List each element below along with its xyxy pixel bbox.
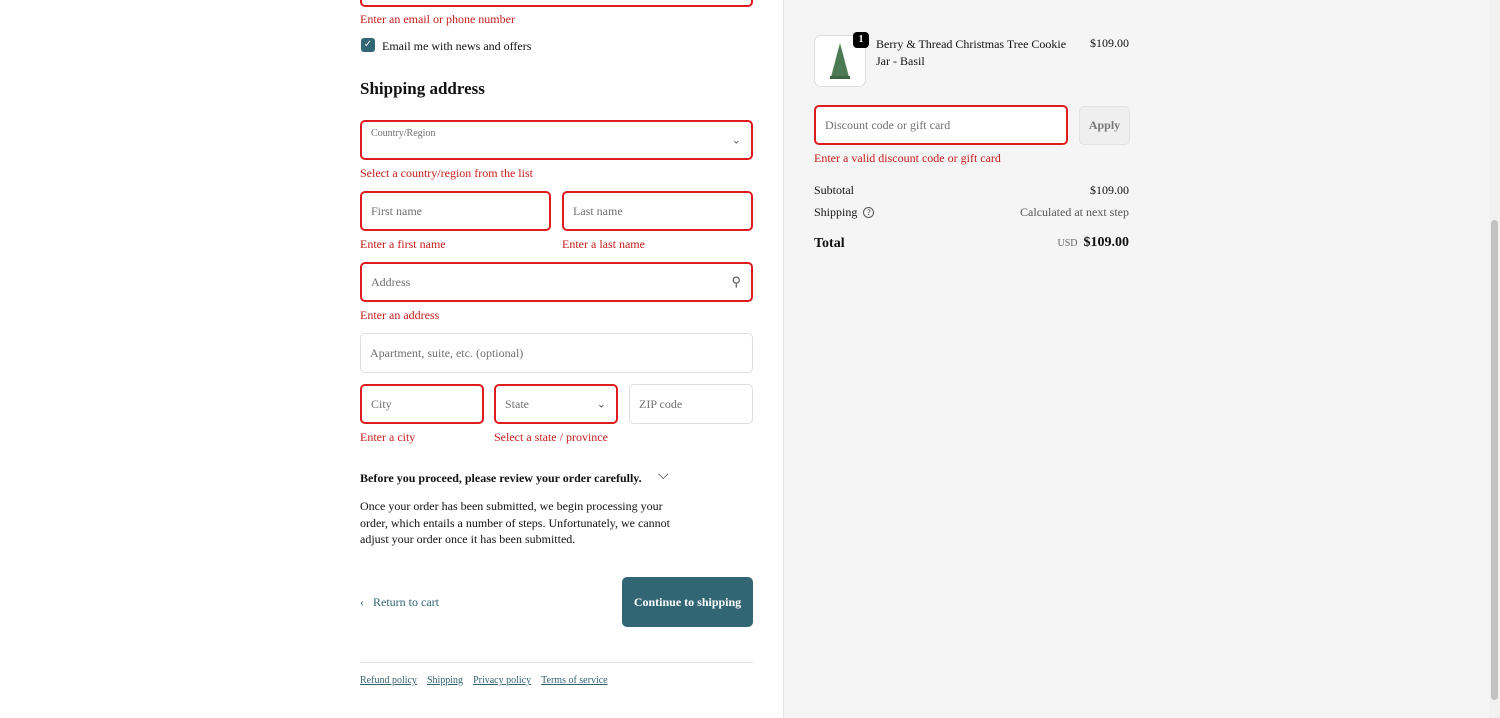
order-summary	[783, 0, 1489, 718]
shipping-policy-link[interactable]: Shipping	[426, 675, 464, 686]
address-placeholder: Address	[371, 274, 411, 289]
state-placeholder: State	[505, 396, 529, 411]
last-name-error: Enter a last name	[562, 237, 645, 251]
subtotal-value: $109.00	[1090, 183, 1129, 197]
newsletter-checkbox[interactable]: ✓	[361, 38, 375, 52]
footer-divider	[360, 662, 753, 663]
scrollbar-thumb[interactable]	[1491, 220, 1498, 700]
footer-links	[360, 675, 608, 686]
continue-to-shipping-button[interactable]: Continue to shipping	[622, 577, 753, 627]
shipping-heading: Shipping address	[360, 79, 485, 98]
terms-of-service-link[interactable]: Terms of service	[541, 675, 608, 686]
city-placeholder: City	[371, 396, 392, 411]
notice-title: Before you proceed, please review your order carefully.	[360, 471, 642, 485]
state-select[interactable]	[494, 384, 618, 424]
shipping-label: Shipping	[814, 205, 858, 219]
address-error: Enter an address	[360, 308, 440, 322]
chevron-down-icon: ⌄	[731, 134, 741, 147]
chevron-down-icon: ⌄	[596, 398, 606, 411]
first-name-error: Enter a first name	[360, 237, 446, 251]
help-icon[interactable]: ?	[863, 207, 874, 218]
last-name-input[interactable]	[562, 191, 753, 231]
quantity-badge: 1	[853, 32, 869, 48]
return-to-cart-link[interactable]	[360, 595, 439, 610]
apartment-input[interactable]	[360, 333, 753, 373]
zip-input[interactable]	[629, 384, 753, 424]
total-label: Total	[814, 236, 845, 251]
country-label: Country/Region	[371, 128, 436, 139]
shipping-value: Calculated at next step	[1020, 205, 1129, 219]
first-name-placeholder: First name	[371, 203, 422, 218]
chevron-left-icon: ‹	[360, 595, 364, 609]
city-error: Enter a city	[360, 430, 416, 444]
last-name-placeholder: Last name	[573, 203, 623, 218]
scrollbar[interactable]	[1489, 0, 1500, 718]
email-error: Enter an email or phone number	[360, 12, 515, 26]
discount-placeholder: Discount code or gift card	[825, 117, 951, 132]
apply-button[interactable]: Apply	[1079, 106, 1130, 145]
country-error: Select a country/region from the list	[360, 166, 533, 180]
first-name-input[interactable]	[360, 191, 551, 231]
address-input[interactable]	[360, 262, 753, 302]
search-icon: ⚲	[731, 274, 741, 289]
state-error: Select a state / province	[494, 430, 608, 444]
product-name: Berry & Thread Christmas Tree Cookie Jar - Basil	[876, 37, 1067, 68]
tree-image-icon	[827, 41, 853, 81]
notice-body: Once your order has been submitted, we begin processing your order, which entails a number of steps. Unfortunately, we cannot adjust your order once it has been submitted.	[360, 499, 670, 546]
return-label: Return to cart	[373, 595, 439, 609]
discount-input[interactable]	[814, 105, 1068, 145]
privacy-policy-link[interactable]: Privacy policy	[473, 675, 532, 686]
total-value: $109.00	[1083, 235, 1129, 250]
product-price: $109.00	[1090, 36, 1129, 50]
country-select[interactable]	[360, 120, 753, 160]
apartment-placeholder: Apartment, suite, etc. (optional)	[370, 345, 524, 360]
discount-error: Enter a valid discount code or gift card	[814, 151, 1001, 165]
subtotal-label: Subtotal	[814, 183, 855, 197]
newsletter-label: Email me with news and offers	[382, 39, 532, 53]
city-input[interactable]	[360, 384, 484, 424]
refund-policy-link[interactable]: Refund policy	[360, 675, 417, 686]
zip-placeholder: ZIP code	[639, 396, 683, 411]
chevron-down-icon[interactable]: ⌵	[658, 468, 669, 483]
currency-code: USD	[1057, 238, 1078, 249]
email-field[interactable]	[360, 0, 753, 7]
